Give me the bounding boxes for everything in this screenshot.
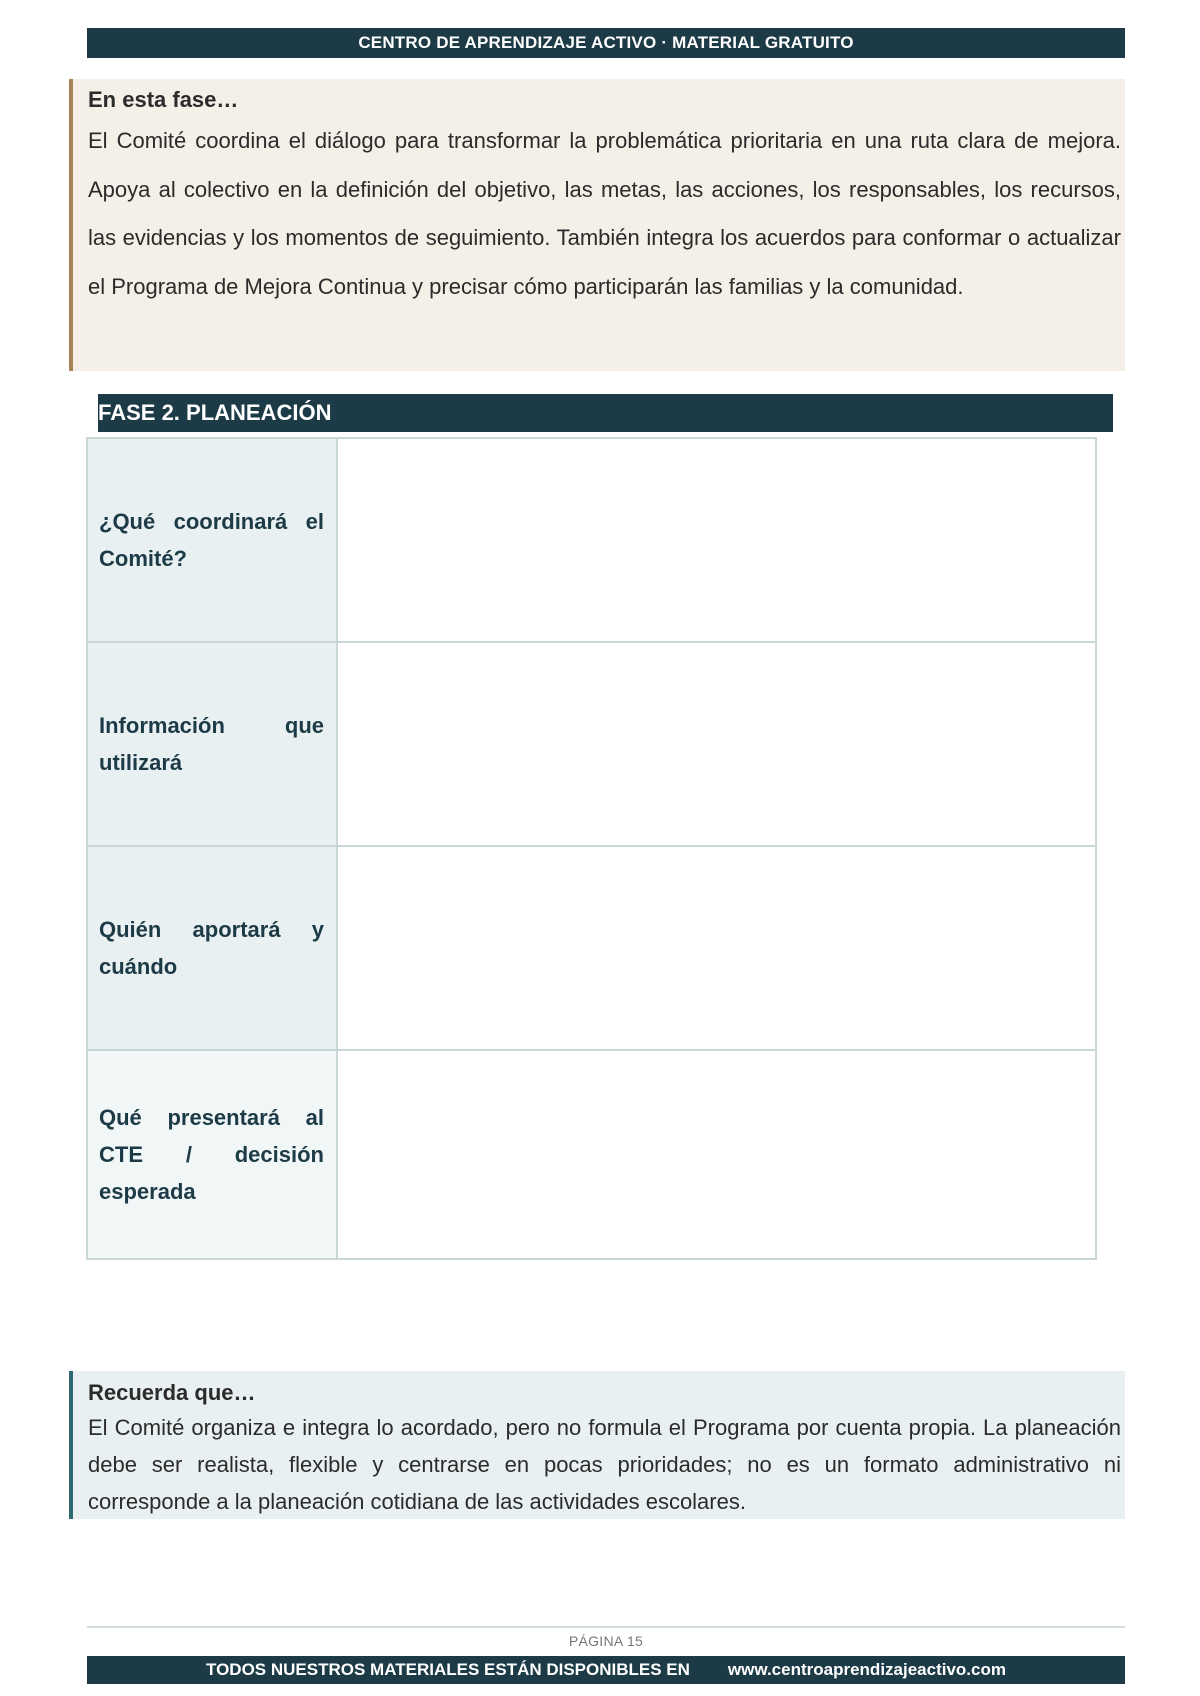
row-label-cell <box>88 643 338 845</box>
planning-table <box>86 437 1097 1260</box>
intro-title: En esta fase… <box>88 87 239 112</box>
page-number: PÁGINA 15 <box>568 1633 644 1649</box>
reminder-title: Recuerda que… <box>88 1380 256 1405</box>
answer-field[interactable] <box>338 439 1095 641</box>
table-row <box>88 1051 1095 1258</box>
row-label-cell <box>88 439 338 641</box>
header-banner-text: CENTRO DE APRENDIZAJE ACTIVO · MATERIAL GRATUITO <box>358 33 854 52</box>
phase-title-bar <box>98 394 1113 432</box>
row-label: ¿Qué coordinará el Comité? <box>99 509 324 571</box>
table-row <box>88 643 1095 845</box>
row-label: Información que utilizará <box>99 713 324 775</box>
reminder-body: El Comité organiza e integra lo acordado, pero no formula el Programa por cuenta propia. La planeación debe ser realista, flexible y centrarse en pocas prioridades; no es un formato administrativo ni corresponde a la planeación cotidiana de las actividades escolares. <box>88 1415 1121 1514</box>
answer-field[interactable] <box>338 643 1095 845</box>
phase-title: FASE 2. PLANEACIÓN <box>98 400 332 425</box>
row-label: Quién aportará y cuándo <box>99 917 324 979</box>
row-label-cell <box>88 847 338 1049</box>
row-label: Qué presentará al CTE / decisión esperada <box>99 1105 324 1204</box>
header-banner <box>87 28 1125 58</box>
table-row <box>88 439 1095 641</box>
intro-body: El Comité coordina el diálogo para transformar la problemática prioritaria en una ruta clara de mejora. Apoya al colectivo en la definición del objetivo, las metas, las acciones, los responsables, los recursos, las evidencias y los momentos de seguimiento. También integra los acuerdos para conformar o actualizar el Programa de Mejora Continua y precisar cómo participarán las familias y la comunidad. <box>88 128 1121 299</box>
answer-field[interactable] <box>338 1051 1095 1258</box>
footer-divider <box>87 1626 1125 1628</box>
footer-availability-text: TODOS NUESTROS MATERIALES ESTÁN DISPONIBLES EN <box>206 1660 690 1679</box>
table-row <box>88 847 1095 1049</box>
footer-website-link[interactable]: www.centroaprendizajeactivo.com <box>727 1660 1006 1679</box>
reminder-callout <box>69 1371 1125 1519</box>
answer-field[interactable] <box>338 847 1095 1049</box>
intro-callout <box>69 79 1125 371</box>
row-label-cell <box>88 1051 338 1258</box>
footer-banner <box>87 1656 1125 1684</box>
